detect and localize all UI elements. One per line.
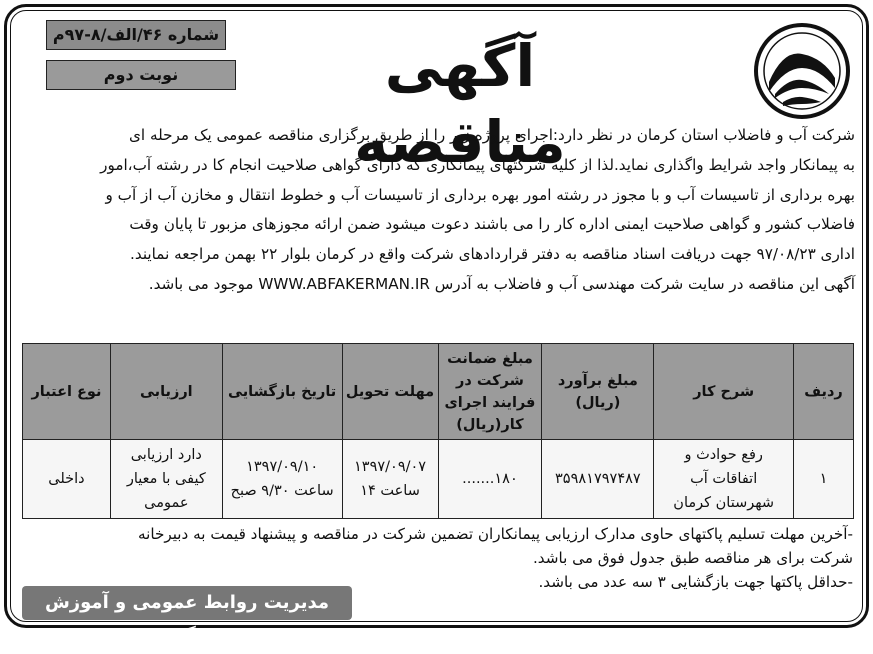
body-line: به پیمانکار واجد شرایط واگذاری نماید.لذا از کلیه شرکتهای پیمانکاری که دارای گواهی صلاحیت انجام کا در رشته آب،امور bbox=[100, 155, 855, 174]
footer-notes bbox=[23, 522, 853, 594]
cell-delivery: ۱۳۹۷/۰۹/۰۷ ساعت ۱۴ bbox=[342, 440, 438, 519]
page-title: آگهی مناقصه bbox=[354, 32, 566, 176]
tender-table bbox=[22, 343, 854, 519]
table-header-row bbox=[23, 344, 854, 440]
notice-number: شماره ۴۶/الف/۸-۹۷م bbox=[46, 20, 226, 50]
cell-estimate: ۳۵۹۸۱۷۹۷۴۸۷ bbox=[542, 440, 654, 519]
col-row: ردیف bbox=[794, 344, 854, 440]
publication-turn: نوبت دوم bbox=[46, 60, 236, 90]
cell-evaluation: دارد ارزیابی کیفی با معیار عمومی bbox=[110, 440, 222, 519]
body-line: فاضلاب کشور و گواهی صلاحیت ایمنی اداره کار را می باشند دعوت میشود ضمن ارائه مجوزهای مزبور تا پایان وقت bbox=[129, 215, 855, 234]
col-desc: شرح کار bbox=[654, 344, 794, 440]
cell-opening: ۱۳۹۷/۰۹/۱۰ ساعت ۹/۳۰ صبح bbox=[222, 440, 342, 519]
col-estimate: مبلغ برآورد (ریال) bbox=[542, 344, 654, 440]
body-line: اداری ۹۷/۰۸/۲۳ جهت دریافت اسناد مناقصه به دفتر قراردادهای شرکت واقع در کرمان بلوار ۲۲ بهمن مراجعه نمایند. bbox=[130, 245, 855, 264]
col-delivery: مهلت تحویل bbox=[342, 344, 438, 440]
col-guarantee: مبلغ ضمانت شرکت در فرایند اجرای کار(ریال) bbox=[438, 344, 542, 440]
table-row bbox=[23, 440, 854, 519]
col-opening: تاریخ بازگشایی bbox=[222, 344, 342, 440]
notice-body bbox=[17, 121, 855, 300]
cell-desc: رفع حوادث و اتفاقات آب شهرستان کرمان bbox=[654, 440, 794, 519]
body-line: آگهی این مناقصه در سایت شرکت مهندسی آب و فاضلاب به آدرس WWW.ABFAKERMAN.IR موجود می باشد. bbox=[148, 274, 855, 293]
body-line: بهره برداری از تاسیسات آب و با مجوز در رشته امور بهره برداری از تاسیسات آب و خطوط انتقال و مخازن آب از آب و bbox=[105, 185, 855, 204]
col-evaluation: ارزیابی bbox=[110, 344, 222, 440]
department-signature: مدیریت روابط عمومی و آموزش همگانی bbox=[22, 586, 352, 620]
note-line: -آخرین مهلت تسلیم پاکتهای حاوی مدارک ارزیابی پیمانکاران تضمین شرکت در مناقصه و پیشنهاد قیمت به دبیرخانه bbox=[137, 525, 853, 543]
note-line: شرکت برای هر مناقصه طبق جدول فوق می باشد. bbox=[532, 549, 853, 567]
col-credit: نوع اعتبار bbox=[23, 344, 111, 440]
cell-credit: داخلی bbox=[23, 440, 111, 519]
company-logo-icon bbox=[753, 22, 851, 120]
body-line: شرکت آب و فاضلاب استان کرمان در نظر دارد:اجرای پروژه زیر را از طریق برگزاری مناقصه عمومی یک مرحله ای bbox=[129, 126, 855, 144]
cell-guarantee: ۱۸۰....... bbox=[438, 440, 542, 519]
cell-row: ۱ bbox=[794, 440, 854, 519]
note-line: -حداقل پاکتها جهت بازگشایی ۳ سه عدد می باشد. bbox=[538, 573, 853, 591]
